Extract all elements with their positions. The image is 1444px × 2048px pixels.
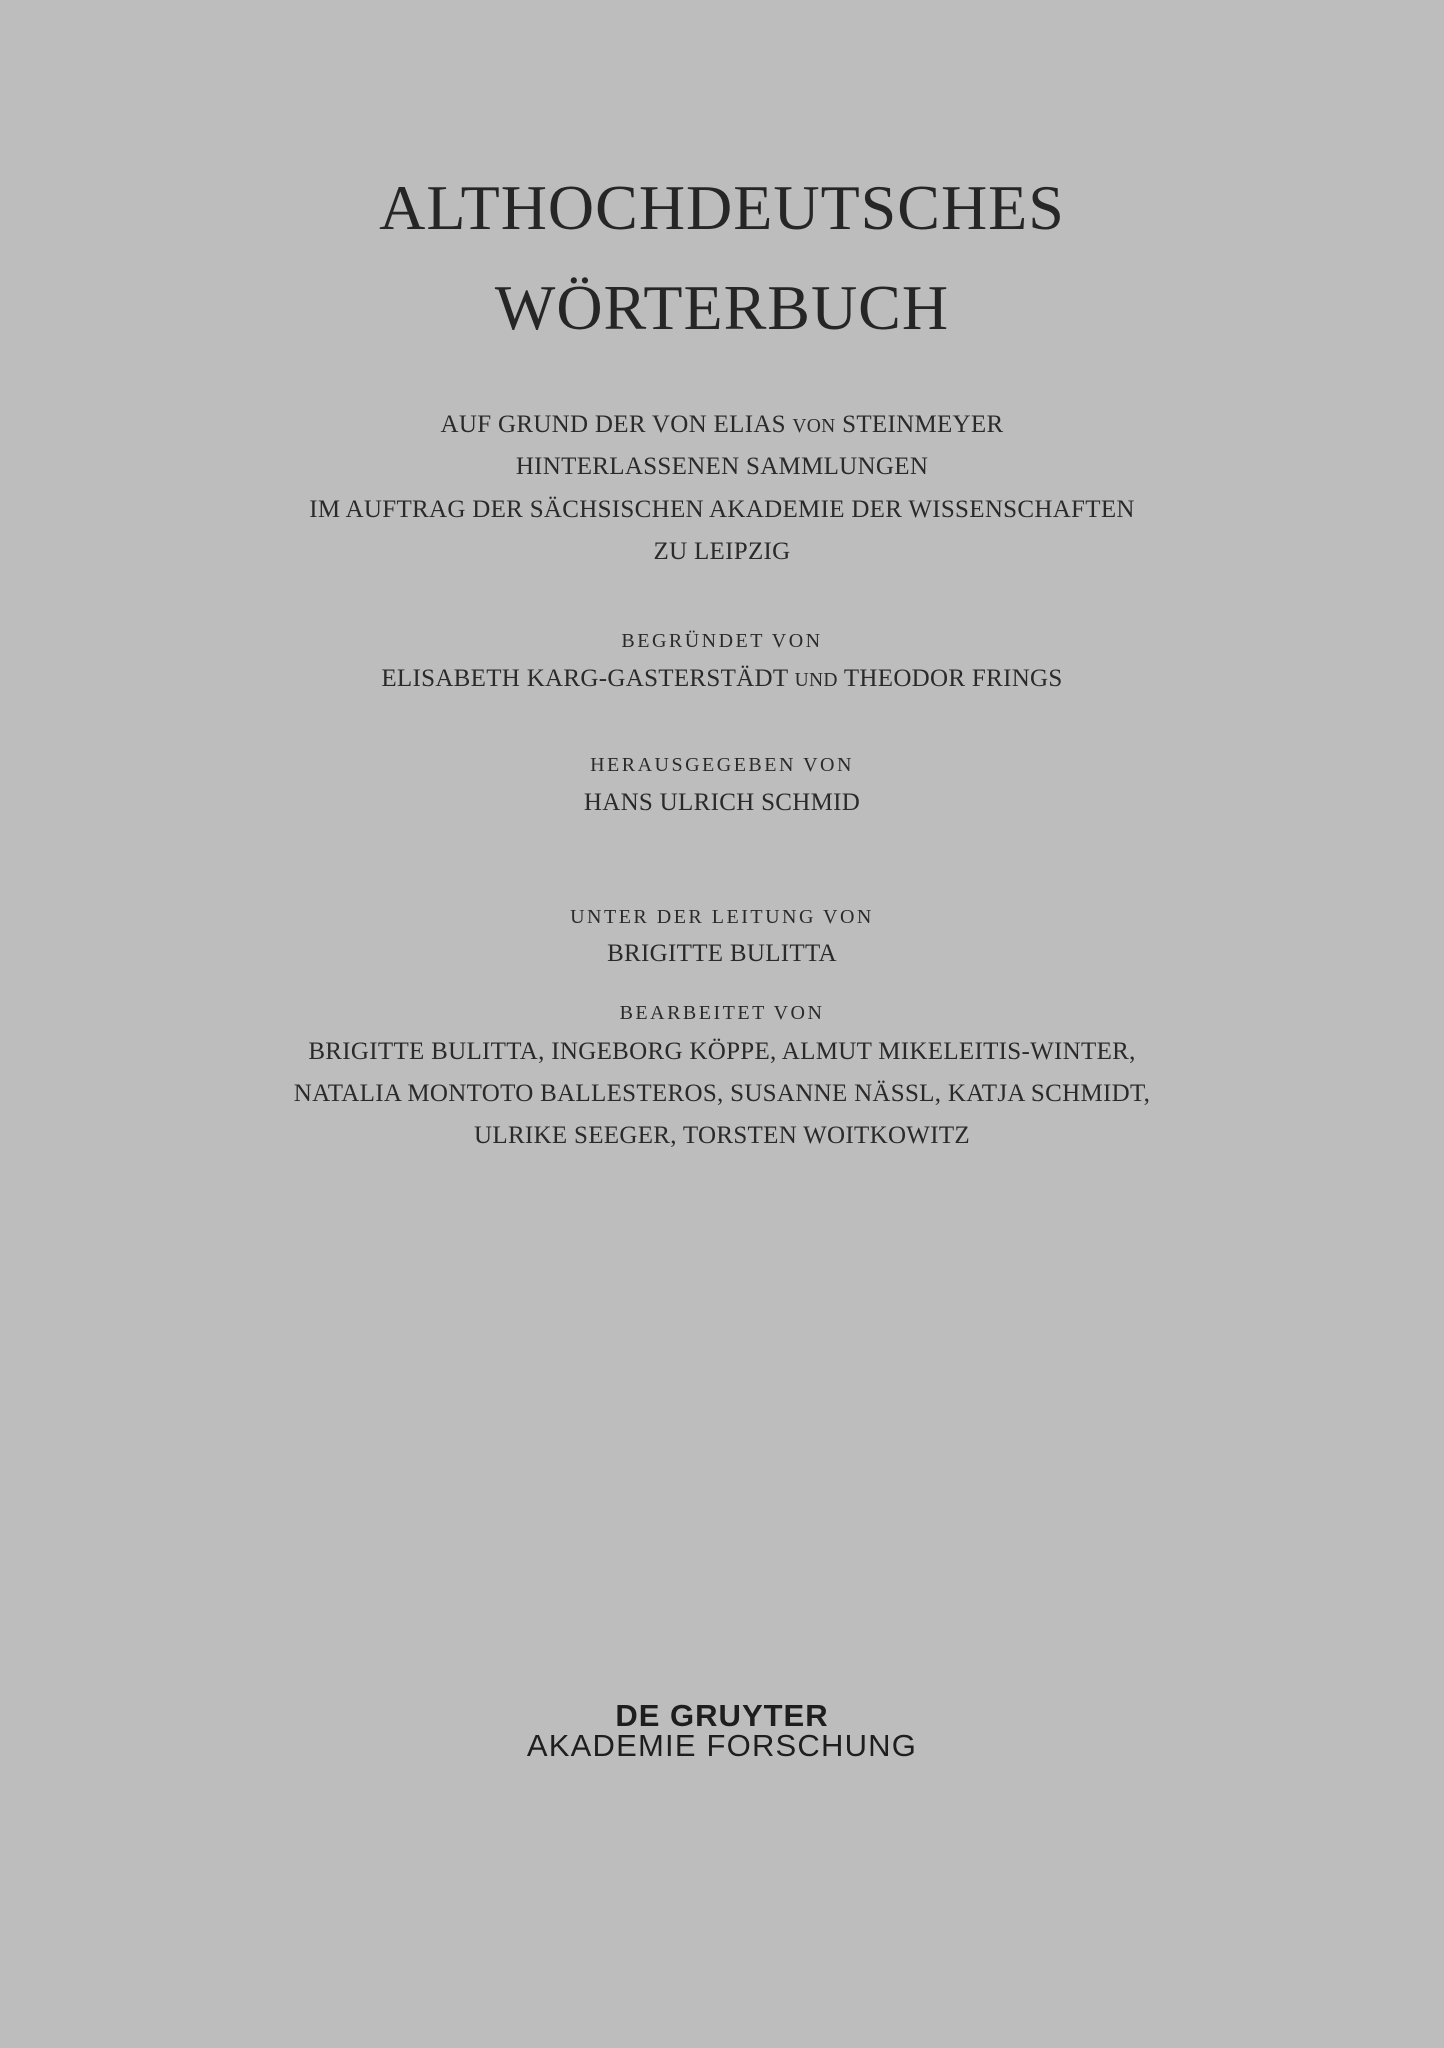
contributors-line-1: BRIGITTE BULITTA, INGEBORG KÖPPE, ALMUT MIKELEITIS-WINTER, bbox=[308, 1038, 1136, 1065]
direction-label: UNTER DER LEITUNG VON bbox=[570, 906, 874, 928]
contributors-label: BEARBEITET VON bbox=[619, 1002, 825, 1024]
subtitle-line-2: HINTERLASSENEN SAMMLUNGEN bbox=[515, 453, 929, 480]
founders-part-3: THEODOR FRINGS bbox=[837, 665, 1063, 692]
subtitle-line-4: ZU LEIPZIG bbox=[653, 538, 791, 565]
subtitle-line-1 bbox=[0, 412, 1444, 437]
editor-label: HERAUSGEGEBEN VON bbox=[590, 754, 854, 776]
founders-part-1: ELISABETH KARG-GASTERSTÄDT bbox=[381, 665, 795, 692]
subtitle-line-1-particle: VON bbox=[792, 416, 836, 437]
subtitle-line-3: IM AUFTRAG DER SÄCHSISCHEN AKADEMIE DER WISSENSCHAFTEN bbox=[309, 496, 1135, 523]
subtitle-line-1-part-3: STEINMEYER bbox=[835, 411, 1004, 438]
publisher-imprint: AKADEMIE FORSCHUNG bbox=[526, 1728, 918, 1763]
title-line-1: ALTHOCHDEUTSCHES bbox=[379, 172, 1065, 243]
publisher-name: DE GRUYTER bbox=[615, 1698, 829, 1733]
direction-name: BRIGITTE BULITTA bbox=[607, 940, 837, 967]
founded-label: BEGRÜNDET VON bbox=[621, 630, 823, 652]
editor-name: HANS ULRICH SCHMID bbox=[583, 789, 861, 816]
founders-conjunction: UND bbox=[794, 670, 838, 691]
subtitle-line-1-part-1: AUF GRUND DER VON ELIAS bbox=[440, 411, 793, 438]
contributors-line-2: NATALIA MONTOTO BALLESTEROS, SUSANNE NÄSSL, KATJA SCHMIDT, bbox=[293, 1080, 1151, 1107]
founders bbox=[0, 666, 1444, 691]
title-line-2: WÖRTERBUCH bbox=[494, 272, 950, 343]
contributors-line-3: ULRIKE SEEGER, TORSTEN WOITKOWITZ bbox=[474, 1122, 970, 1149]
